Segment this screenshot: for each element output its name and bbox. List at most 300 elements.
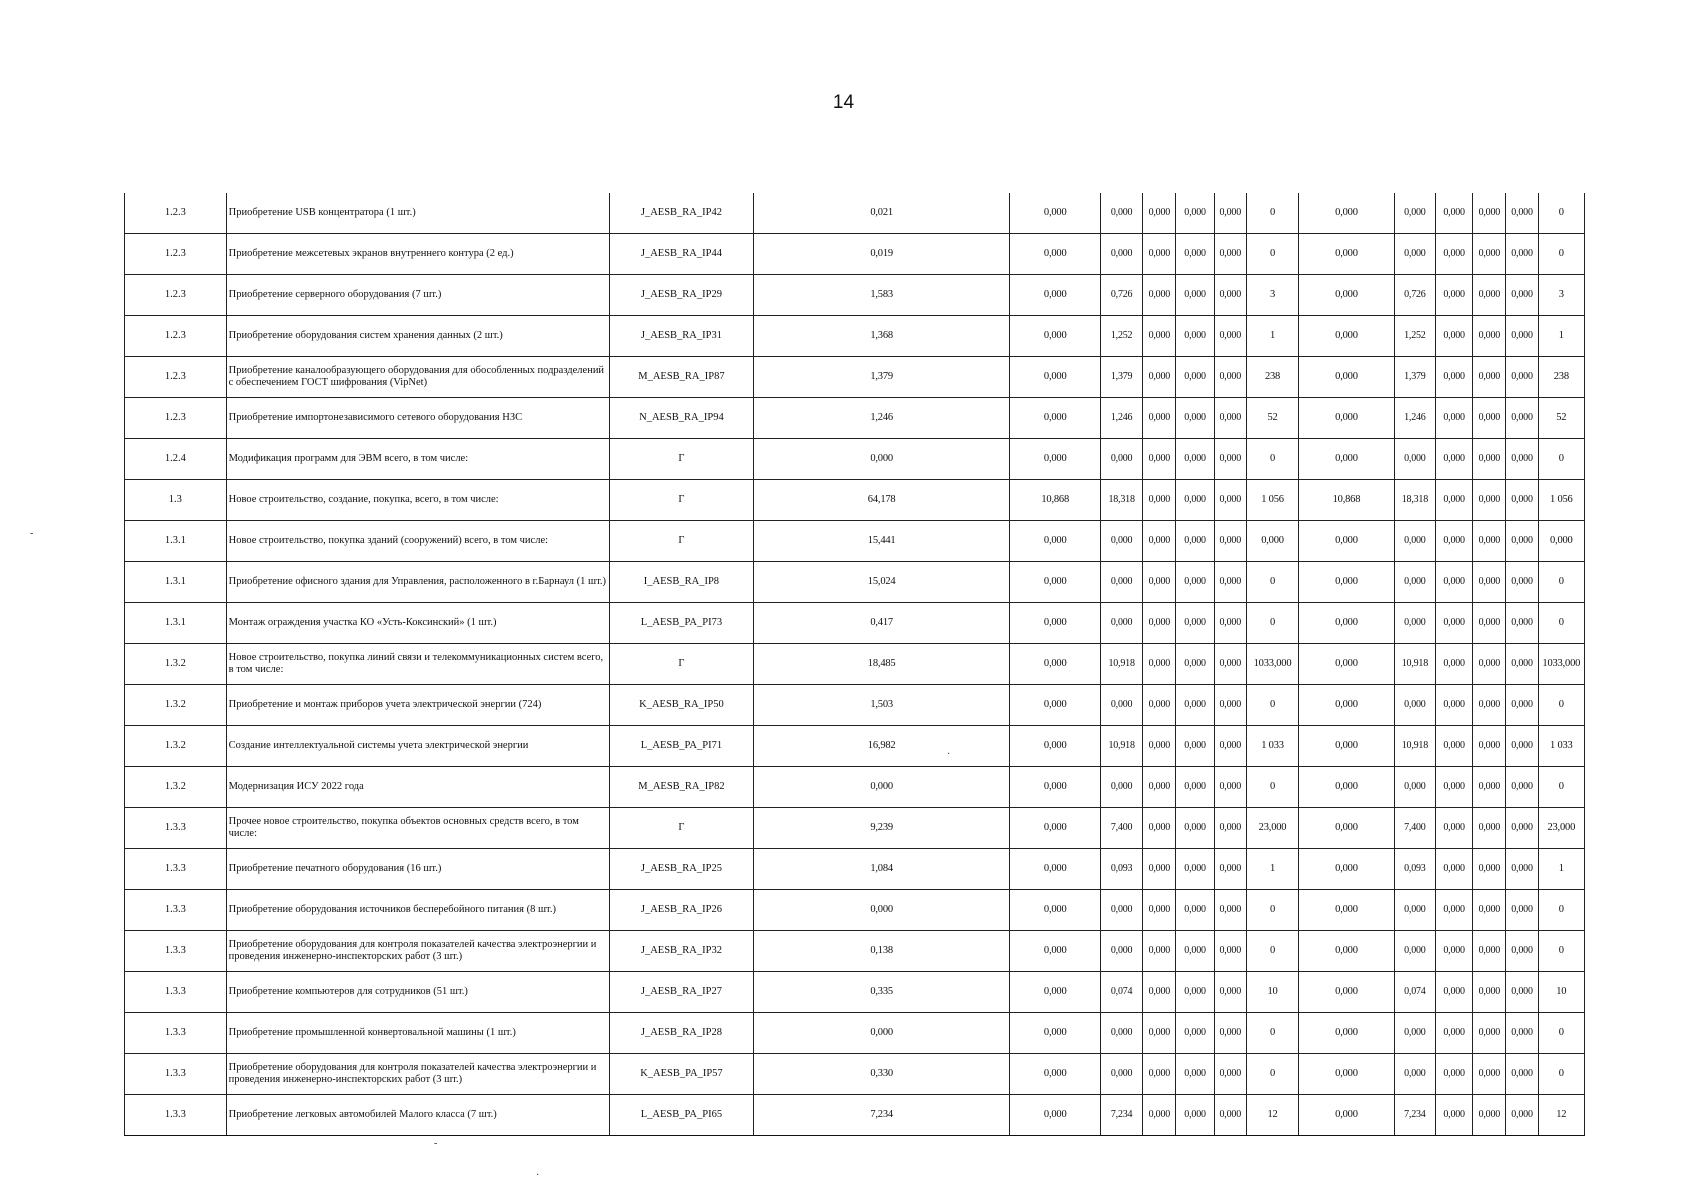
row-value-cell: 0,000 [1299,808,1395,849]
row-value-cell: 0,000 [1506,357,1538,398]
row-value-cell: 0,074 [1394,972,1435,1013]
scan-speck: · [947,749,951,760]
row-value-cell: 0,000 [1436,972,1473,1013]
row-value-cell: 0,000 [1214,480,1246,521]
row-value-cell: 1 033 [1538,726,1584,767]
row-code-cell: J_AESB_RA_IP26 [609,890,753,931]
row-value-cell: 0 [1246,1054,1298,1095]
row-value-cell: 1,252 [1394,316,1435,357]
row-value-cell: 0,000 [1010,808,1101,849]
row-name-cell: Новое строительство, покупка зданий (сооружений) всего, в том числе: [226,521,609,562]
row-value-cell: 23,000 [1246,808,1298,849]
row-value-cell: 0,000 [1176,726,1214,767]
row-value-cell: 0,000 [1176,439,1214,480]
row-value-cell: 0,000 [1299,521,1395,562]
row-number-cell: 1.3.1 [125,521,227,562]
row-value-cell: 0,000 [1143,726,1176,767]
table-body [125,193,1585,1136]
row-number-cell: 1.2.3 [125,316,227,357]
row-number-cell: 1.3.3 [125,1054,227,1095]
row-value-cell: 0,000 [1506,521,1538,562]
row-code-cell: K_AESB_PA_IP57 [609,1054,753,1095]
table-row [125,316,1585,357]
row-value-cell: 0,000 [1436,726,1473,767]
row-value-cell: 0,000 [1299,603,1395,644]
row-value-cell: 0,000 [1143,480,1176,521]
row-value-cell: 0,000 [1299,972,1395,1013]
row-value-cell: 0,000 [1506,439,1538,480]
row-number-cell: 1.2.3 [125,275,227,316]
row-value-cell: 0 [1246,234,1298,275]
scan-speck: - [434,1138,438,1149]
row-value-cell: 0,000 [1506,562,1538,603]
row-value-cell: 0 [1246,193,1298,234]
row-value-cell: 0,000 [1299,644,1395,685]
row-value-cell: 0,000 [1473,316,1506,357]
row-value-cell: 0,000 [1506,644,1538,685]
row-value-cell: 0,000 [1010,890,1101,931]
row-value-cell: 0,000 [1436,316,1473,357]
row-value-cell: 0,000 [1010,439,1101,480]
row-value-cell: 0,000 [1100,931,1142,972]
row-value-cell: 15,024 [753,562,1010,603]
row-value-cell: 0,000 [1394,685,1435,726]
row-number-cell: 1.3.2 [125,726,227,767]
row-value-cell: 0,000 [1100,685,1142,726]
row-value-cell: 0,000 [1394,1013,1435,1054]
row-value-cell: 0,000 [1299,849,1395,890]
row-value-cell: 0,000 [1143,1054,1176,1095]
row-value-cell: 0,000 [1143,357,1176,398]
row-value-cell: 0,000 [1506,808,1538,849]
row-value-cell: 0,330 [753,1054,1010,1095]
row-value-cell: 1,379 [1394,357,1435,398]
row-code-cell: M_AESB_RA_IP82 [609,767,753,808]
row-value-cell: 0,000 [1176,849,1214,890]
row-value-cell: 0,000 [1473,193,1506,234]
row-value-cell: 9,239 [753,808,1010,849]
row-code-cell: Г [609,644,753,685]
row-name-cell: Приобретение компьютеров для сотрудников (51 шт.) [226,972,609,1013]
row-value-cell: 0,000 [1436,1095,1473,1136]
table-row [125,685,1585,726]
row-value-cell: 0,000 [1176,480,1214,521]
row-value-cell: 0,000 [1299,193,1395,234]
row-number-cell: 1.3.3 [125,808,227,849]
row-number-cell: 1.3.2 [125,644,227,685]
row-value-cell: 0 [1538,767,1584,808]
row-name-cell: Монтаж ограждения участка КО «Усть-Коксинский» (1 шт.) [226,603,609,644]
row-value-cell: 0,000 [1214,1054,1246,1095]
row-value-cell: 0,000 [1214,316,1246,357]
row-value-cell: 0,000 [1299,275,1395,316]
row-name-cell: Приобретение оборудования источников бесперебойного питания (8 шт.) [226,890,609,931]
row-value-cell: 0,000 [1436,644,1473,685]
row-code-cell: K_AESB_RA_IP50 [609,685,753,726]
row-value-cell: 0,000 [1299,316,1395,357]
row-code-cell: L_AESB_PA_PI71 [609,726,753,767]
row-value-cell: 0,000 [1214,275,1246,316]
row-number-cell: 1.3.3 [125,1095,227,1136]
row-value-cell: 0,000 [1506,234,1538,275]
row-value-cell: 0,000 [1214,890,1246,931]
row-value-cell: 0,000 [1143,316,1176,357]
row-value-cell: 0,000 [1143,644,1176,685]
row-value-cell: 0,000 [1506,849,1538,890]
table-row [125,521,1585,562]
row-value-cell: 12 [1246,1095,1298,1136]
row-value-cell: 0,000 [1473,275,1506,316]
row-code-cell: J_AESB_RA_IP27 [609,972,753,1013]
row-code-cell: M_AESB_RA_IP87 [609,357,753,398]
row-value-cell: 0,000 [1506,767,1538,808]
row-value-cell: 0,000 [1143,275,1176,316]
row-value-cell: 0,000 [1143,1095,1176,1136]
row-number-cell: 1.2.3 [125,234,227,275]
row-code-cell: J_AESB_RA_IP31 [609,316,753,357]
row-name-cell: Приобретение офисного здания для Управления, расположенного в г.Барнаул (1 шт.) [226,562,609,603]
row-value-cell: 0,000 [1176,1013,1214,1054]
row-value-cell: 3 [1538,275,1584,316]
row-value-cell: 0,000 [1394,931,1435,972]
row-value-cell: 0,000 [1176,931,1214,972]
row-value-cell: 0,000 [1010,849,1101,890]
row-value-cell: 0,000 [1010,644,1101,685]
row-value-cell: 0,000 [1143,849,1176,890]
row-value-cell: 0,000 [1436,357,1473,398]
row-value-cell: 0,000 [1299,931,1395,972]
row-value-cell: 0,000 [1436,1013,1473,1054]
row-value-cell: 0,000 [1176,357,1214,398]
row-value-cell: 0,000 [1214,1095,1246,1136]
row-value-cell: 0,000 [1214,1013,1246,1054]
row-value-cell: 0 [1246,931,1298,972]
row-value-cell: 0,000 [1176,521,1214,562]
row-value-cell: 0,000 [1010,521,1101,562]
row-name-cell: Приобретение импортонезависимого сетевого оборудования НЗС [226,398,609,439]
row-value-cell: 0,000 [1143,562,1176,603]
row-value-cell: 0,021 [753,193,1010,234]
row-value-cell: 0,000 [1010,275,1101,316]
row-number-cell: 1.3.3 [125,890,227,931]
row-value-cell: 0,000 [1394,1054,1435,1095]
table-row [125,767,1585,808]
row-value-cell: 0,726 [1394,275,1435,316]
row-value-cell: 0,000 [1299,398,1395,439]
row-value-cell: 0,000 [1010,193,1101,234]
row-value-cell: 0,000 [1473,357,1506,398]
row-value-cell: 0,000 [1506,685,1538,726]
row-value-cell: 1,503 [753,685,1010,726]
row-value-cell: 0 [1538,234,1584,275]
row-value-cell: 0,000 [1010,603,1101,644]
table-row [125,603,1585,644]
row-value-cell: 0,000 [1299,685,1395,726]
row-value-cell: 0,000 [1010,357,1101,398]
row-value-cell: 0 [1538,193,1584,234]
row-value-cell: 1 056 [1246,480,1298,521]
row-value-cell: 0,000 [1100,603,1142,644]
row-name-cell: Приобретение оборудования для контроля показателей качества электроэнергии и проведения инженерно-инспекторских работ (3 шт.) [226,1054,609,1095]
row-value-cell: 0 [1538,931,1584,972]
row-value-cell: 0,000 [1100,193,1142,234]
row-value-cell: 0,093 [1100,849,1142,890]
row-value-cell: 0 [1538,1013,1584,1054]
row-value-cell: 0,000 [1394,767,1435,808]
row-value-cell: 0,000 [1100,439,1142,480]
row-number-cell: 1.2.3 [125,398,227,439]
row-value-cell: 0,000 [1473,1095,1506,1136]
row-value-cell: 0,000 [1473,972,1506,1013]
table-row [125,480,1585,521]
row-name-cell: Приобретение оборудования систем хранения данных (2 шт.) [226,316,609,357]
row-value-cell: 0,000 [1506,972,1538,1013]
row-value-cell: 1,583 [753,275,1010,316]
row-name-cell: Приобретение печатного оборудования (16 шт.) [226,849,609,890]
row-name-cell: Модификация программ для ЭВМ всего, в том числе: [226,439,609,480]
row-number-cell: 1.3.1 [125,603,227,644]
row-value-cell: 1 033 [1246,726,1298,767]
row-value-cell: 0,000 [1473,808,1506,849]
row-code-cell: J_AESB_RA_IP44 [609,234,753,275]
row-name-cell: Модернизация ИСУ 2022 года [226,767,609,808]
row-value-cell: 0,000 [1214,931,1246,972]
row-value-cell: 0,000 [1506,275,1538,316]
row-value-cell: 0,000 [1176,972,1214,1013]
row-value-cell: 0,000 [1143,521,1176,562]
row-value-cell: 0,000 [1176,1054,1214,1095]
row-name-cell: Новое строительство, покупка линий связи и телекоммуникационных систем всего, в том числе: [226,644,609,685]
table-row [125,890,1585,931]
row-value-cell: 0,000 [1143,808,1176,849]
row-value-cell: 18,318 [1394,480,1435,521]
row-value-cell: 0,000 [1473,562,1506,603]
row-value-cell: 0,000 [1394,521,1435,562]
row-value-cell: 0,335 [753,972,1010,1013]
row-code-cell: I_AESB_RA_IP8 [609,562,753,603]
row-value-cell: 0,000 [1473,685,1506,726]
row-value-cell: 1 [1538,849,1584,890]
row-value-cell: 0,074 [1100,972,1142,1013]
scan-speck: - [30,528,34,539]
table-row [125,275,1585,316]
row-value-cell: 0,000 [1010,398,1101,439]
row-value-cell: 0 [1246,890,1298,931]
row-value-cell: 3 [1246,275,1298,316]
row-value-cell: 0,000 [1473,1054,1506,1095]
row-value-cell: 0,000 [753,1013,1010,1054]
table-row [125,1095,1585,1136]
row-value-cell: 0,000 [1473,849,1506,890]
table-row [125,808,1585,849]
row-value-cell: 0,000 [1214,357,1246,398]
row-value-cell: 10,918 [1100,726,1142,767]
row-value-cell: 10,918 [1100,644,1142,685]
row-value-cell: 0,000 [1176,890,1214,931]
row-code-cell: Г [609,521,753,562]
row-code-cell: Г [609,808,753,849]
row-value-cell: 0,000 [1100,1013,1142,1054]
row-value-cell: 7,400 [1100,808,1142,849]
row-value-cell: 0,000 [1010,1095,1101,1136]
row-value-cell: 0,000 [1394,439,1435,480]
row-number-cell: 1.3.3 [125,931,227,972]
row-value-cell: 0,000 [1100,890,1142,931]
row-value-cell: 0,000 [1473,480,1506,521]
row-value-cell: 0,000 [1473,931,1506,972]
row-value-cell: 0,000 [1506,726,1538,767]
row-value-cell: 0,000 [1214,644,1246,685]
row-value-cell: 0 [1246,1013,1298,1054]
row-value-cell: 0,000 [1436,439,1473,480]
row-value-cell: 0,000 [1176,644,1214,685]
row-value-cell: 0,000 [1506,603,1538,644]
row-name-cell: Приобретение межсетевых экранов внутреннего контура (2 ед.) [226,234,609,275]
row-value-cell: 0,000 [1214,562,1246,603]
row-value-cell: 7,234 [753,1095,1010,1136]
row-value-cell: 0,000 [1436,193,1473,234]
row-value-cell: 238 [1538,357,1584,398]
row-value-cell: 0,000 [1143,931,1176,972]
row-value-cell: 0,417 [753,603,1010,644]
row-value-cell: 0,000 [1506,1013,1538,1054]
row-value-cell: 16,982 [753,726,1010,767]
row-number-cell: 1.3.3 [125,849,227,890]
row-value-cell: 0,000 [1394,234,1435,275]
row-value-cell: 0,138 [753,931,1010,972]
row-value-cell: 0,000 [1506,890,1538,931]
row-value-cell: 10,868 [1299,480,1395,521]
row-value-cell: 0,000 [1010,931,1101,972]
row-value-cell: 0,000 [1246,521,1298,562]
row-value-cell: 0,000 [1299,890,1395,931]
row-value-cell: 0,000 [1143,972,1176,1013]
row-value-cell: 0,000 [1473,521,1506,562]
row-value-cell: 0,000 [1394,603,1435,644]
table-row [125,972,1585,1013]
row-value-cell: 0,000 [1214,726,1246,767]
row-code-cell: J_AESB_RA_IP29 [609,275,753,316]
row-value-cell: 0,000 [1394,890,1435,931]
row-value-cell: 0,000 [1010,726,1101,767]
row-value-cell: 0,000 [1100,234,1142,275]
row-value-cell: 0 [1538,562,1584,603]
row-value-cell: 0,000 [1143,1013,1176,1054]
row-value-cell: 0,093 [1394,849,1435,890]
row-value-cell: 0 [1246,685,1298,726]
scan-speck: · [536,1170,540,1181]
page-number: 14 [832,92,855,113]
row-value-cell: 0,000 [1436,234,1473,275]
row-value-cell: 1 [1246,316,1298,357]
row-value-cell: 0,000 [753,767,1010,808]
row-value-cell: 0,000 [1299,1013,1395,1054]
row-value-cell: 0,000 [1010,767,1101,808]
row-value-cell: 0,000 [1100,1054,1142,1095]
row-value-cell: 0,000 [1506,480,1538,521]
table-row [125,849,1585,890]
row-value-cell: 1,084 [753,849,1010,890]
row-name-cell: Приобретение USB концентратора (1 шт.) [226,193,609,234]
row-value-cell: 12 [1538,1095,1584,1136]
row-value-cell: 0,000 [1214,193,1246,234]
row-value-cell: 0,000 [1473,767,1506,808]
row-value-cell: 0,000 [1010,1013,1101,1054]
row-value-cell: 0,000 [1214,972,1246,1013]
row-value-cell: 0 [1538,890,1584,931]
row-value-cell: 0,000 [1010,562,1101,603]
row-value-cell: 0,000 [1473,1013,1506,1054]
row-value-cell: 0,000 [1436,398,1473,439]
row-value-cell: 10,868 [1010,480,1101,521]
row-value-cell: 0,000 [1473,234,1506,275]
row-value-cell: 0,000 [1394,562,1435,603]
row-value-cell: 0,000 [753,439,1010,480]
row-value-cell: 0,000 [1506,193,1538,234]
row-number-cell: 1.3.3 [125,1013,227,1054]
table-row [125,562,1585,603]
row-value-cell: 0,000 [1299,439,1395,480]
row-code-cell: Г [609,439,753,480]
row-value-cell: 0,000 [1473,398,1506,439]
row-value-cell: 10,918 [1394,726,1435,767]
row-code-cell: J_AESB_RA_IP42 [609,193,753,234]
row-value-cell: 0,000 [1436,685,1473,726]
row-number-cell: 1.3 [125,480,227,521]
row-code-cell: J_AESB_RA_IP32 [609,931,753,972]
row-value-cell: 0,000 [1143,439,1176,480]
row-value-cell: 0,726 [1100,275,1142,316]
row-number-cell: 1.3.3 [125,972,227,1013]
row-value-cell: 0,000 [1299,357,1395,398]
row-name-cell: Приобретение промышленной конвертовальной машины (1 шт.) [226,1013,609,1054]
row-value-cell: 18,485 [753,644,1010,685]
row-value-cell: 0,000 [1143,193,1176,234]
row-value-cell: 0,000 [1010,316,1101,357]
row-value-cell: 7,400 [1394,808,1435,849]
row-name-cell: Создание интеллектуальной системы учета электрической энергии [226,726,609,767]
row-value-cell: 1,379 [1100,357,1142,398]
row-value-cell: 0,000 [1506,316,1538,357]
row-value-cell: 0,000 [1473,890,1506,931]
row-code-cell: L_AESB_PA_PI73 [609,603,753,644]
row-value-cell: 0,000 [1214,849,1246,890]
row-value-cell: 0,000 [1100,767,1142,808]
table-row [125,357,1585,398]
table-row [125,193,1585,234]
row-value-cell: 0,000 [1176,1095,1214,1136]
row-value-cell: 1 [1538,316,1584,357]
row-value-cell: 0,000 [1506,931,1538,972]
row-value-cell: 0,000 [1176,193,1214,234]
row-value-cell: 0 [1246,603,1298,644]
row-value-cell: 1 056 [1538,480,1584,521]
row-value-cell: 10 [1246,972,1298,1013]
table-row [125,234,1585,275]
row-value-cell: 0,000 [1143,398,1176,439]
row-value-cell: 0 [1538,1054,1584,1095]
row-number-cell: 1.3.2 [125,767,227,808]
row-value-cell: 52 [1246,398,1298,439]
table-row [125,1013,1585,1054]
row-value-cell: 0,000 [1010,972,1101,1013]
table-row [125,931,1585,972]
row-value-cell: 0,000 [1214,603,1246,644]
row-value-cell: 0,000 [1436,275,1473,316]
row-value-cell: 10,918 [1394,644,1435,685]
row-value-cell: 0,000 [1436,480,1473,521]
row-value-cell: 0,000 [1214,808,1246,849]
